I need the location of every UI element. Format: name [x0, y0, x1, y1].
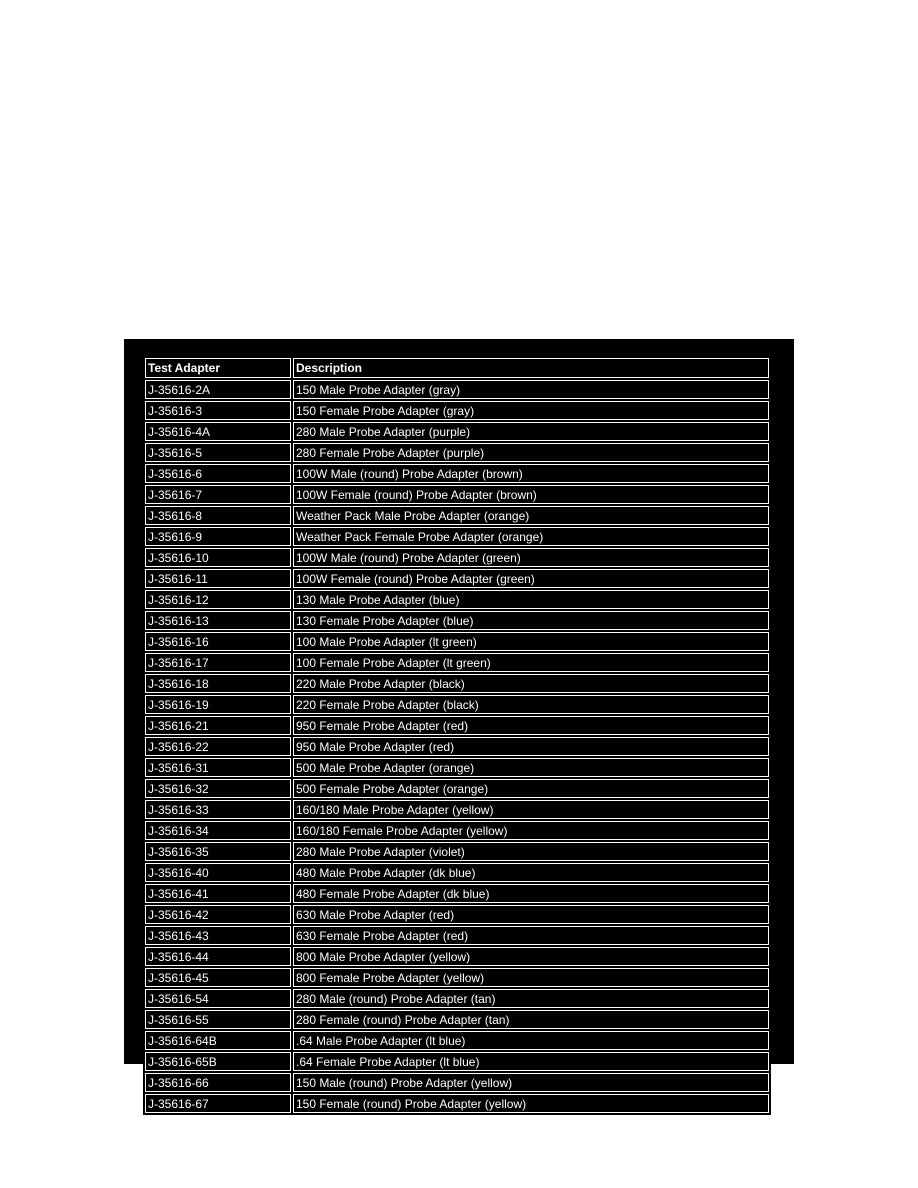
description-cell: 800 Male Probe Adapter (yellow) — [293, 947, 769, 966]
test-adapter-cell: J-35616-43 — [145, 926, 291, 945]
description-cell: 100 Male Probe Adapter (lt green) — [293, 632, 769, 651]
table-row — [145, 758, 769, 777]
description-cell: 280 Male Probe Adapter (purple) — [293, 422, 769, 441]
table-row — [145, 863, 769, 882]
description-cell: 950 Female Probe Adapter (red) — [293, 716, 769, 735]
table-row — [145, 989, 769, 1008]
test-adapter-cell: J-35616-66 — [145, 1073, 291, 1092]
test-adapter-cell: J-35616-17 — [145, 653, 291, 672]
description-cell: Weather Pack Male Probe Adapter (orange) — [293, 506, 769, 525]
description-cell: 100W Female (round) Probe Adapter (brown) — [293, 485, 769, 504]
table-row — [145, 779, 769, 798]
table-row — [145, 716, 769, 735]
test-adapter-cell: J-35616-11 — [145, 569, 291, 588]
table-row — [145, 380, 769, 399]
test-adapter-cell: J-35616-2A — [145, 380, 291, 399]
test-adapter-cell: J-35616-6 — [145, 464, 291, 483]
table-row — [145, 1094, 769, 1113]
description-cell: 100W Female (round) Probe Adapter (green) — [293, 569, 769, 588]
adapter-table — [143, 356, 771, 1115]
test-adapter-cell: J-35616-67 — [145, 1094, 291, 1113]
table-header-row — [145, 358, 769, 378]
table-row — [145, 1052, 769, 1071]
description-cell: 630 Female Probe Adapter (red) — [293, 926, 769, 945]
test-adapter-cell: J-35616-12 — [145, 590, 291, 609]
description-cell: 800 Female Probe Adapter (yellow) — [293, 968, 769, 987]
table-row — [145, 506, 769, 525]
table-row — [145, 653, 769, 672]
table-row — [145, 443, 769, 462]
description-cell: 160/180 Female Probe Adapter (yellow) — [293, 821, 769, 840]
test-adapter-cell: J-35616-64B — [145, 1031, 291, 1050]
test-adapter-cell: J-35616-35 — [145, 842, 291, 861]
table-row — [145, 464, 769, 483]
test-adapter-cell: J-35616-44 — [145, 947, 291, 966]
test-adapter-cell: J-35616-19 — [145, 695, 291, 714]
table-row — [145, 401, 769, 420]
table-row — [145, 884, 769, 903]
description-cell: 280 Male Probe Adapter (violet) — [293, 842, 769, 861]
test-adapter-cell: J-35616-45 — [145, 968, 291, 987]
test-adapter-cell: J-35616-34 — [145, 821, 291, 840]
description-cell: Weather Pack Female Probe Adapter (orange) — [293, 527, 769, 546]
test-adapter-cell: J-35616-7 — [145, 485, 291, 504]
description-cell: 100W Male (round) Probe Adapter (brown) — [293, 464, 769, 483]
table-row — [145, 590, 769, 609]
test-adapter-cell: J-35616-31 — [145, 758, 291, 777]
test-adapter-cell: J-35616-3 — [145, 401, 291, 420]
table-row — [145, 947, 769, 966]
description-cell: 100 Female Probe Adapter (lt green) — [293, 653, 769, 672]
test-adapter-cell: J-35616-55 — [145, 1010, 291, 1029]
description-cell: 950 Male Probe Adapter (red) — [293, 737, 769, 756]
test-adapter-cell: J-35616-42 — [145, 905, 291, 924]
column-header-test-adapter: Test Adapter — [145, 358, 291, 378]
adapter-table-body — [145, 380, 769, 1113]
description-cell: 280 Female (round) Probe Adapter (tan) — [293, 1010, 769, 1029]
description-cell: 100W Male (round) Probe Adapter (green) — [293, 548, 769, 567]
table-row — [145, 695, 769, 714]
table-row — [145, 548, 769, 567]
test-adapter-cell: J-35616-13 — [145, 611, 291, 630]
description-cell: 220 Female Probe Adapter (black) — [293, 695, 769, 714]
description-cell: 150 Female (round) Probe Adapter (yellow) — [293, 1094, 769, 1113]
test-adapter-cell: J-35616-65B — [145, 1052, 291, 1071]
description-cell: 150 Male Probe Adapter (gray) — [293, 380, 769, 399]
description-cell: 480 Male Probe Adapter (dk blue) — [293, 863, 769, 882]
test-adapter-cell: J-35616-9 — [145, 527, 291, 546]
table-row — [145, 422, 769, 441]
description-cell: 160/180 Male Probe Adapter (yellow) — [293, 800, 769, 819]
table-row — [145, 905, 769, 924]
description-cell: 500 Female Probe Adapter (orange) — [293, 779, 769, 798]
description-cell: 480 Female Probe Adapter (dk blue) — [293, 884, 769, 903]
table-row — [145, 632, 769, 651]
table-row — [145, 1010, 769, 1029]
test-adapter-cell: J-35616-4A — [145, 422, 291, 441]
table-row — [145, 569, 769, 588]
test-adapter-cell: J-35616-21 — [145, 716, 291, 735]
column-header-description: Description — [293, 358, 769, 378]
test-adapter-cell: J-35616-5 — [145, 443, 291, 462]
description-cell: 630 Male Probe Adapter (red) — [293, 905, 769, 924]
test-adapter-cell: J-35616-40 — [145, 863, 291, 882]
description-cell: 150 Male (round) Probe Adapter (yellow) — [293, 1073, 769, 1092]
table-row — [145, 842, 769, 861]
table-row — [145, 821, 769, 840]
table-row — [145, 527, 769, 546]
description-cell: .64 Male Probe Adapter (lt blue) — [293, 1031, 769, 1050]
description-cell: 220 Male Probe Adapter (black) — [293, 674, 769, 693]
test-adapter-cell: J-35616-54 — [145, 989, 291, 1008]
test-adapter-cell: J-35616-41 — [145, 884, 291, 903]
table-row — [145, 926, 769, 945]
description-cell: 280 Female Probe Adapter (purple) — [293, 443, 769, 462]
test-adapter-cell: J-35616-33 — [145, 800, 291, 819]
test-adapter-cell: J-35616-10 — [145, 548, 291, 567]
description-cell: 150 Female Probe Adapter (gray) — [293, 401, 769, 420]
description-cell: .64 Female Probe Adapter (lt blue) — [293, 1052, 769, 1071]
description-cell: 130 Male Probe Adapter (blue) — [293, 590, 769, 609]
table-row — [145, 674, 769, 693]
test-adapter-cell: J-35616-18 — [145, 674, 291, 693]
table-row — [145, 1031, 769, 1050]
test-adapter-cell: J-35616-8 — [145, 506, 291, 525]
description-cell: 280 Male (round) Probe Adapter (tan) — [293, 989, 769, 1008]
description-cell: 500 Male Probe Adapter (orange) — [293, 758, 769, 777]
adapter-table-panel — [124, 339, 794, 1111]
table-row — [145, 968, 769, 987]
description-cell: 130 Female Probe Adapter (blue) — [293, 611, 769, 630]
table-row — [145, 611, 769, 630]
table-row — [145, 485, 769, 504]
table-row — [145, 1073, 769, 1092]
test-adapter-cell: J-35616-22 — [145, 737, 291, 756]
table-row — [145, 800, 769, 819]
test-adapter-cell: J-35616-32 — [145, 779, 291, 798]
test-adapter-cell: J-35616-16 — [145, 632, 291, 651]
table-row — [145, 737, 769, 756]
